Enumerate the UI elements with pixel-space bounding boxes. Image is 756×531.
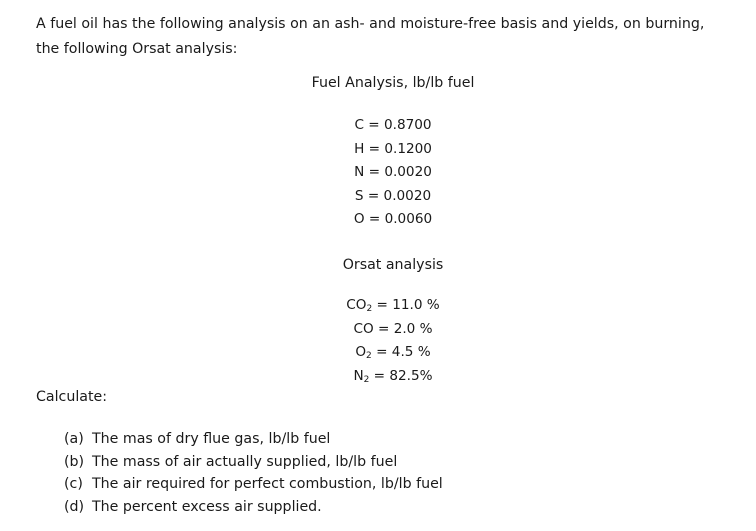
- task-item: [64, 451, 443, 474]
- orsat-item: $CO_2 = 11.0$ %: [346, 297, 440, 314]
- task-item: [64, 428, 443, 451]
- task-text: The mass of air actually supplied, lb/lb fuel: [92, 453, 398, 470]
- task-text: The mas of dry flue gas, lb/lb fuel: [92, 431, 331, 447]
- orsat-analysis-list: [0, 294, 756, 388]
- task-item: [64, 496, 443, 519]
- task-marker: (a): [64, 431, 84, 447]
- task-marker: (d): [64, 498, 85, 515]
- fuel-analysis-item: S = 0.0020: [354, 187, 432, 204]
- task-text: The percent excess air supplied.: [92, 498, 322, 515]
- task-list: [64, 428, 443, 518]
- task-marker: (b): [64, 453, 85, 470]
- orsat-item: $N_2 = 82.5\%$: [353, 367, 433, 385]
- fuel-analysis-list: [0, 114, 756, 232]
- orsat-analysis-title: Orsat analysis: [342, 257, 444, 273]
- problem-intro: A fuel oil has the following analysis on an ash- and moisture-free basis and yields, on burning, the following Orsat analysis:: [36, 16, 705, 57]
- orsat-item: CO = 2.0 %: [353, 320, 433, 337]
- orsat-item: $O_2 = 4.5$ %: [355, 344, 431, 361]
- fuel-analysis-item: O = 0.0060: [353, 211, 433, 227]
- fuel-analysis-item: N = 0.0020: [354, 164, 432, 180]
- fuel-analysis-item: H = 0.1200: [354, 140, 432, 157]
- task-item: [64, 473, 443, 496]
- task-marker: (c): [64, 476, 83, 493]
- fuel-analysis-title: Fuel Analysis, lb/lb fuel: [311, 75, 475, 91]
- task-text: The air required for perfect combustion, lb/lb fuel: [92, 476, 443, 493]
- fuel-analysis-item: C = 0.8700: [354, 117, 432, 133]
- calculate-label: Calculate:: [36, 389, 108, 405]
